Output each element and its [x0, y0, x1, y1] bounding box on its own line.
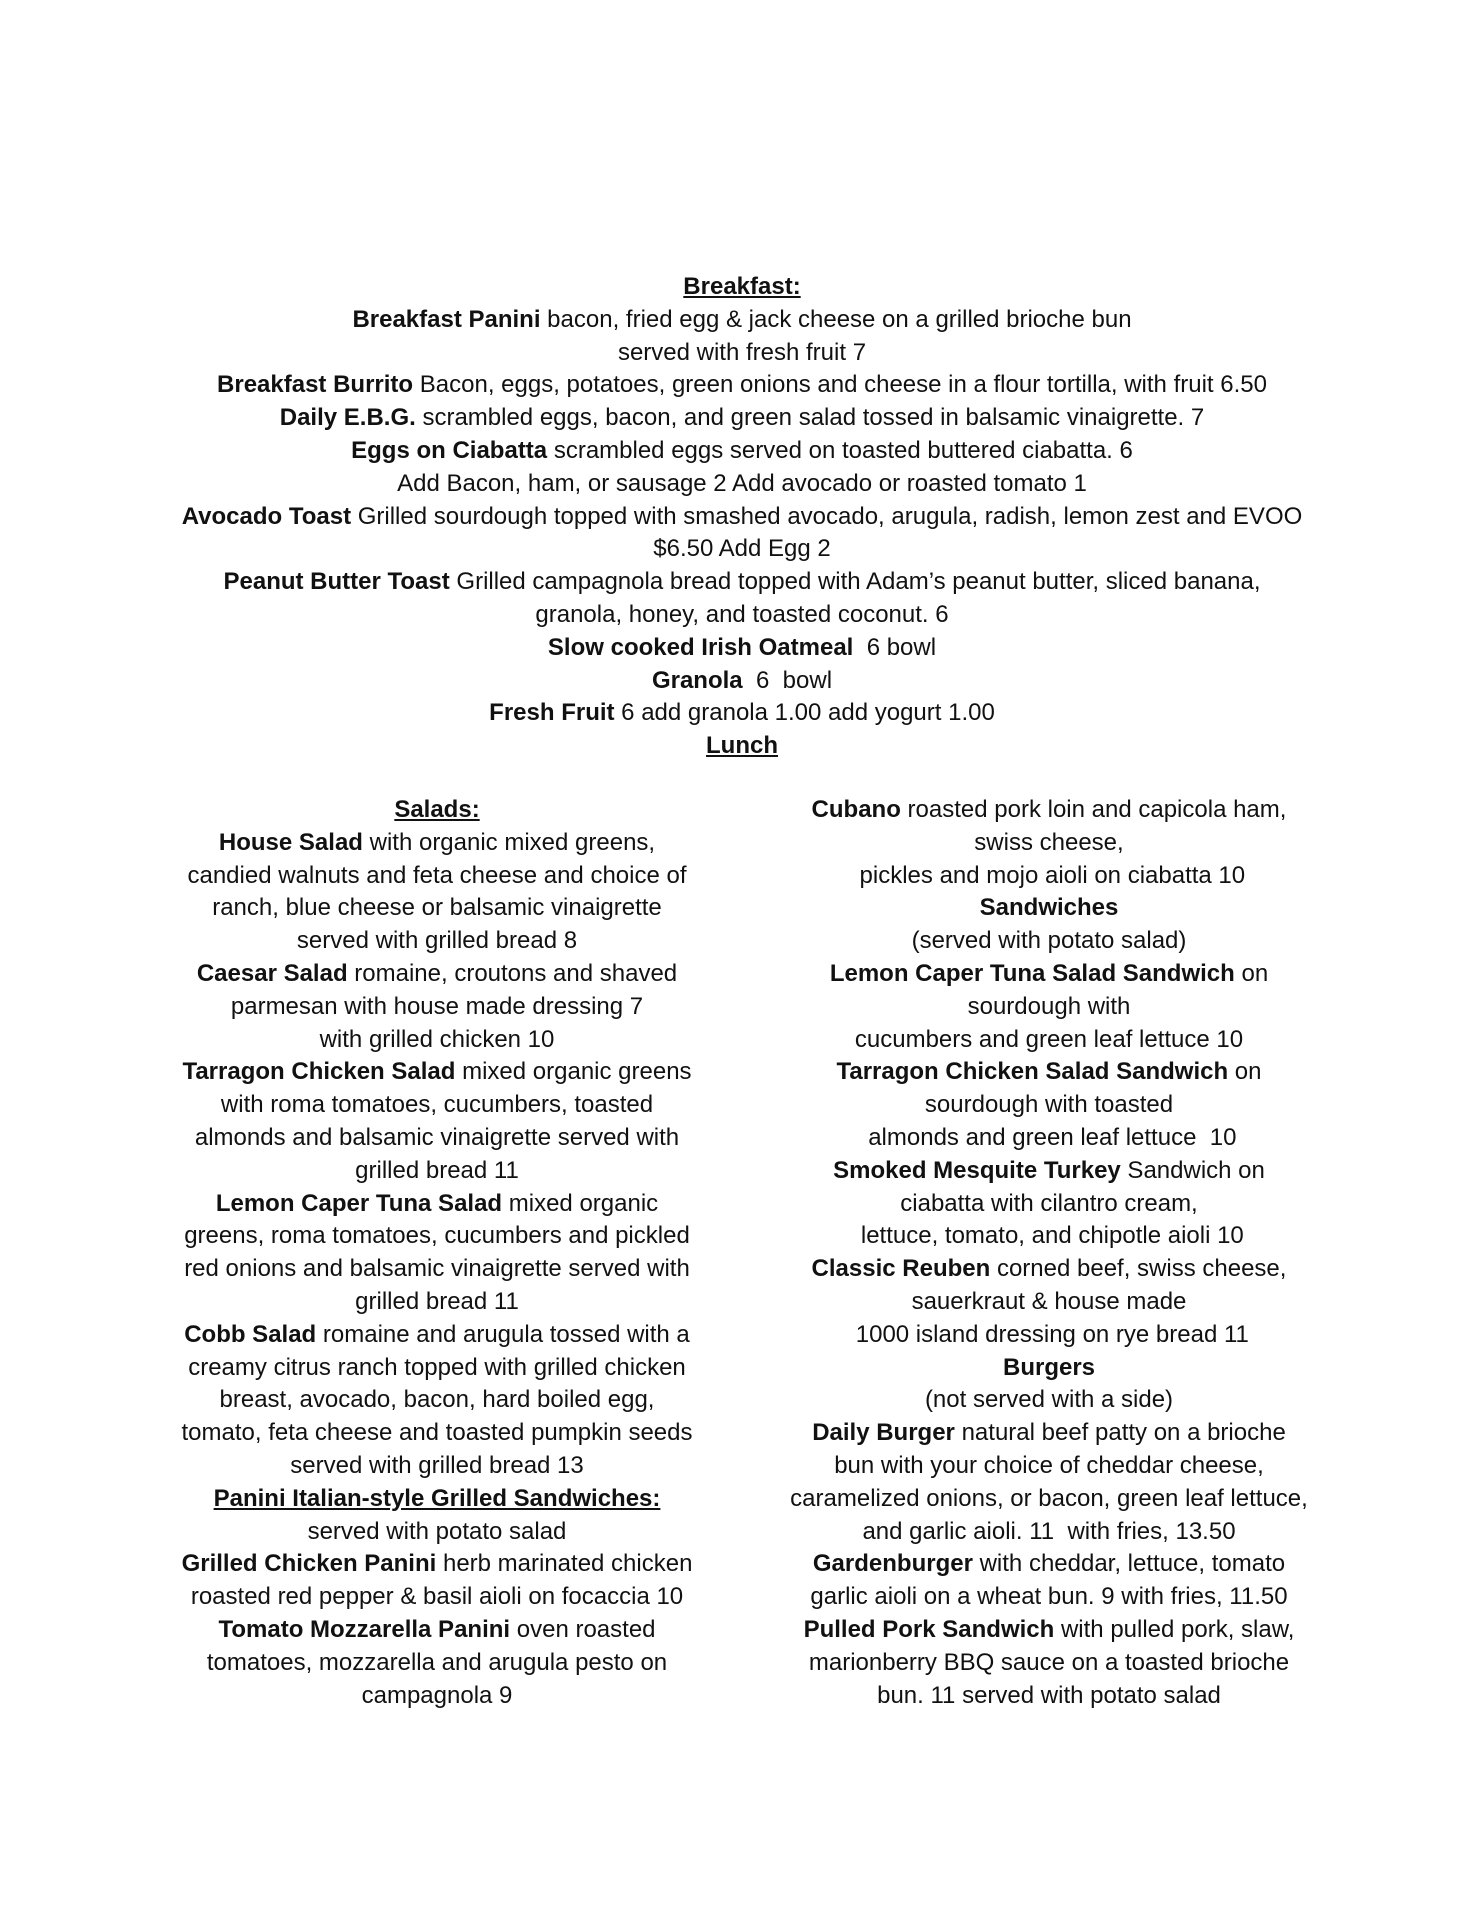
caesar-salad-line2: parmesan with house made dressing 7 — [230, 992, 644, 1020]
burgers-heading-line — [749, 1352, 1349, 1385]
grilled-chicken-panini-desc: herb marinated chicken — [436, 1550, 693, 1578]
cobb-salad-line3: breast, avocado, bacon, hard boiled egg, — [219, 1386, 655, 1414]
panini-subheading: served with potato salad — [307, 1517, 567, 1545]
tarragon-salad-line2: with roma tomatoes, cucumbers, toasted — [220, 1091, 654, 1119]
sandwiches-subheading: (served with potato salad) — [911, 927, 1187, 955]
caesar-salad-name: Caesar Salad — [196, 959, 348, 987]
cubano-item — [749, 794, 1349, 827]
cobb-salad-name: Cobb Salad — [184, 1320, 317, 1348]
daily-ebg-desc: scrambled eggs, bacon, and green salad tossed in balsamic vinaigrette. 7 — [415, 404, 1205, 432]
avocado-toast-line2: $6.50 Add Egg 2 — [653, 535, 831, 563]
oatmeal-name: Slow cooked Irish Oatmeal — [547, 633, 854, 661]
house-salad-line4: served with grilled bread 8 — [296, 927, 578, 955]
cubano-line2: swiss cheese, — [974, 828, 1124, 856]
cubano-desc: roasted pork loin and capicola ham, — [900, 796, 1287, 823]
avocado-toast-desc: Grilled sourdough topped with smashed avocado, arugula, radish, lemon zest and EVOO — [351, 502, 1303, 530]
caesar-salad-desc: romaine, croutons and shaved — [347, 959, 678, 987]
tarragon-sandwich-name: Tarragon Chicken Salad Sandwich — [836, 1058, 1229, 1086]
tuna-salad-desc: mixed organic — [502, 1189, 659, 1217]
tomato-mozzarella-panini-line3: campagnola 9 — [361, 1681, 513, 1709]
salads-heading-line — [137, 794, 737, 827]
daily-burger-line3: caramelized onions, or bacon, green leaf lettuce, — [790, 1484, 1308, 1512]
peanut-butter-toast-item — [0, 566, 1484, 599]
fresh-fruit-name: Fresh Fruit — [489, 699, 615, 727]
tuna-sandwich-line2: sourdough with — [967, 992, 1131, 1020]
house-salad-line2: candied walnuts and feta cheese and choice of — [187, 861, 687, 889]
turkey-sandwich-desc: Sandwich on — [1120, 1156, 1265, 1184]
breakfast-heading: Breakfast: — [683, 273, 801, 300]
cobb-salad-desc: romaine and arugula tossed with a — [316, 1320, 690, 1348]
gardenburger-line2: garlic aioli on a wheat bun. 9 with fries, 11.50 — [810, 1583, 1288, 1611]
pulled-pork-line3: bun. 11 served with potato salad — [877, 1681, 1221, 1709]
tarragon-salad-desc: mixed organic greens — [455, 1058, 692, 1086]
tarragon-sandwich-item — [749, 1056, 1349, 1089]
tarragon-sandwich-line2: sourdough with toasted — [924, 1091, 1174, 1119]
sandwiches-heading: Sandwiches — [979, 894, 1119, 922]
house-salad-desc: with organic mixed greens, — [362, 828, 656, 856]
reuben-name: Classic Reuben — [811, 1255, 991, 1283]
tarragon-salad-name: Tarragon Chicken Salad — [182, 1058, 456, 1086]
breakfast-panini-item — [0, 304, 1484, 337]
cubano-line3: pickles and mojo aioli on ciabatta 10 — [852, 861, 1246, 889]
peanut-butter-toast-desc: Grilled campagnola bread topped with Adam’s peanut butter, sliced banana, — [449, 568, 1261, 596]
daily-burger-line4: and garlic aioli. 11 with fries, 13.50 — [862, 1517, 1236, 1545]
peanut-butter-toast-name: Peanut Butter Toast — [223, 568, 450, 596]
reuben-line2: sauerkraut & house made — [911, 1287, 1187, 1315]
fresh-fruit-desc: 6 add granola 1.00 add yogurt 1.00 — [614, 699, 995, 727]
breakfast-panini-desc: bacon, fried egg & jack cheese on a grilled brioche bun — [540, 305, 1132, 333]
caesar-salad-item — [137, 958, 737, 991]
tuna-sandwich-item — [749, 958, 1349, 991]
daily-burger-item — [749, 1417, 1349, 1450]
tuna-sandwich-line3: cucumbers and green leaf lettuce 10 — [854, 1025, 1244, 1053]
reuben-line3: 1000 island dressing on rye bread 11 — [849, 1320, 1249, 1348]
avocado-toast-name: Avocado Toast — [181, 502, 352, 530]
house-salad-name: House Salad — [218, 828, 363, 856]
tuna-salad-item — [137, 1188, 737, 1221]
reuben-item — [749, 1253, 1349, 1286]
breakfast-burrito-name: Breakfast Burrito — [217, 371, 414, 399]
gardenburger-desc: with cheddar, lettuce, tomato — [972, 1550, 1286, 1578]
tuna-salad-name: Lemon Caper Tuna Salad — [215, 1189, 503, 1217]
granola-item — [0, 665, 1484, 698]
fresh-fruit-item — [0, 697, 1484, 730]
cubano-name: Cubano — [811, 796, 901, 823]
tarragon-salad-item — [137, 1056, 737, 1089]
turkey-sandwich-line2: ciabatta with cilantro cream, — [900, 1189, 1198, 1217]
tuna-sandwich-name: Lemon Caper Tuna Salad Sandwich — [829, 959, 1235, 987]
salads-heading: Salads: — [394, 796, 480, 823]
cobb-salad-item — [137, 1319, 737, 1352]
breakfast-panini-line2: served with fresh fruit 7 — [617, 338, 867, 366]
daily-ebg-name: Daily E.B.G. — [279, 404, 416, 432]
granola-desc: 6 bowl — [742, 666, 833, 694]
house-salad-item — [137, 827, 737, 860]
tuna-salad-line2: greens, roma tomatoes, cucumbers and pickled — [184, 1222, 690, 1250]
tomato-mozzarella-panini-desc: oven roasted — [510, 1615, 656, 1643]
turkey-sandwich-name: Smoked Mesquite Turkey — [833, 1156, 1121, 1184]
turkey-sandwich-line3: lettuce, tomato, and chipotle aioli 10 — [854, 1222, 1244, 1250]
daily-burger-name: Daily Burger — [812, 1419, 955, 1447]
daily-burger-line2: bun with your choice of cheddar cheese, — [834, 1451, 1264, 1479]
eggs-ciabatta-line2: Add Bacon, ham, or sausage 2 Add avocado or roasted tomato 1 — [397, 469, 1087, 497]
lunch-heading: Lunch — [706, 732, 778, 760]
tomato-mozzarella-panini-name: Tomato Mozzarella Panini — [218, 1615, 511, 1643]
tomato-mozzarella-panini-item — [137, 1614, 737, 1647]
eggs-ciabatta-desc: scrambled eggs served on toasted buttered ciabatta. 6 — [547, 436, 1133, 464]
house-salad-line3: ranch, blue cheese or balsamic vinaigrette — [212, 894, 662, 922]
pulled-pork-desc: with pulled pork, slaw, — [1054, 1615, 1295, 1643]
eggs-ciabatta-item — [0, 435, 1484, 468]
granola-name: Granola — [651, 666, 743, 694]
oatmeal-desc: 6 bowl — [853, 633, 937, 661]
gardenburger-item — [749, 1548, 1349, 1581]
tarragon-sandwich-desc: on — [1228, 1058, 1262, 1086]
panini-heading-line — [137, 1483, 737, 1516]
tarragon-salad-line4: grilled bread 11 — [355, 1156, 519, 1184]
right-column — [749, 794, 1349, 1712]
grilled-chicken-panini-name: Grilled Chicken Panini — [181, 1550, 437, 1578]
pulled-pork-line2: marionberry BBQ sauce on a toasted brioche — [808, 1648, 1290, 1676]
tarragon-sandwich-line3: almonds and green leaf lettuce 10 — [861, 1123, 1237, 1151]
breakfast-heading-line — [0, 271, 1484, 304]
breakfast-burrito-item — [0, 369, 1484, 402]
tarragon-salad-line3: almonds and balsamic vinaigrette served with — [194, 1123, 680, 1151]
grilled-chicken-panini-line2: roasted red pepper & basil aioli on focaccia 10 — [190, 1583, 684, 1611]
daily-ebg-item — [0, 402, 1484, 435]
tuna-salad-line3: red onions and balsamic vinaigrette served with — [184, 1255, 690, 1283]
burgers-subheading: (not served with a side) — [924, 1386, 1174, 1414]
eggs-ciabatta-name: Eggs on Ciabatta — [351, 436, 548, 464]
breakfast-burrito-desc: Bacon, eggs, potatoes, green onions and cheese in a flour tortilla, with fruit 6.50 — [413, 371, 1267, 399]
oatmeal-item — [0, 632, 1484, 665]
caesar-salad-line3: with grilled chicken 10 — [319, 1025, 555, 1053]
panini-heading: Panini Italian-style Grilled Sandwiches: — [213, 1484, 661, 1512]
reuben-desc: corned beef, swiss cheese, — [990, 1255, 1287, 1283]
pulled-pork-item — [749, 1614, 1349, 1647]
cobb-salad-line5: served with grilled bread 13 — [290, 1451, 584, 1479]
pulled-pork-name: Pulled Pork Sandwich — [803, 1615, 1055, 1643]
turkey-sandwich-item — [749, 1155, 1349, 1188]
breakfast-section — [0, 271, 1484, 763]
tomato-mozzarella-panini-line2: tomatoes, mozzarella and arugula pesto on — [206, 1648, 668, 1676]
tuna-sandwich-desc: on — [1234, 959, 1269, 987]
tuna-salad-line4: grilled bread 11 — [355, 1287, 519, 1315]
avocado-toast-item — [0, 501, 1484, 534]
burgers-heading: Burgers — [1002, 1353, 1096, 1381]
left-column — [137, 794, 737, 1712]
breakfast-panini-name: Breakfast Panini — [352, 305, 541, 333]
peanut-butter-toast-line2: granola, honey, and toasted coconut. 6 — [535, 600, 949, 628]
lunch-heading-line — [0, 730, 1484, 763]
grilled-chicken-panini-item — [137, 1548, 737, 1581]
cobb-salad-line4: tomato, feta cheese and toasted pumpkin seeds — [181, 1419, 693, 1447]
gardenburger-name: Gardenburger — [812, 1550, 973, 1578]
cobb-salad-line2: creamy citrus ranch topped with grilled chicken — [188, 1353, 686, 1381]
sandwiches-heading-line — [749, 892, 1349, 925]
daily-burger-desc: natural beef patty on a brioche — [954, 1419, 1286, 1447]
